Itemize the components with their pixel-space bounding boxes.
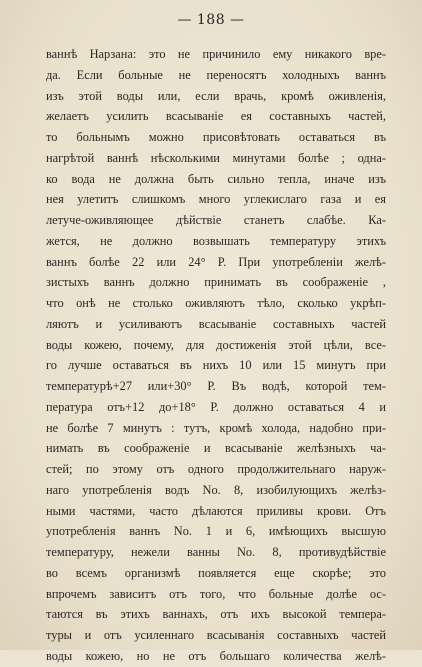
- body-text: [46, 44, 386, 667]
- text-line: жется, не должно возвышать температуру этихъ: [46, 233, 386, 248]
- text-line: то больнымъ можно присовѣтовать оставаться въ: [46, 130, 386, 144]
- text-line: летуче-оживляющее дѣйствіе станетъ слабѣе. Ка-: [46, 213, 386, 227]
- text-line: воды кожею, почему, для достиженія этой цѣли, все-: [46, 337, 386, 352]
- text-line: наго употребленія водъ No. 8, изобилующихъ желѣз-: [46, 482, 386, 497]
- text-line: изъ этой воды или, если врачь, кромѣ оживленія,: [46, 88, 386, 103]
- text-line: ваннѣ Нарзана: это не причинило ему никакого вре-: [46, 47, 386, 61]
- text-line: пература отъ+12 до+18° Р. должно оставаться 4 и: [46, 399, 386, 414]
- text-line: не болѣе 7 минутъ : тутъ, кромѣ холода, надобно при-: [46, 420, 386, 435]
- text-line: стей; по этому отъ одного продолжительнаго наруж-: [46, 462, 386, 476]
- text-line: таются въ этихъ ваннахъ, отъ ихъ высокой темпера-: [46, 607, 386, 622]
- text-line: что онѣ не столько оживляютъ тѣло, сколько укрѣп-: [46, 296, 386, 310]
- text-line: да. Если больные не переносятъ холодныхъ ваннъ: [46, 67, 386, 82]
- text-line: ными частями, часто дѣлаются приливы крови. Отъ: [46, 503, 386, 518]
- text-line: туры и отъ усиленнаго всасыванія составныхъ частей: [46, 628, 386, 642]
- text-line: желаетъ усилить всасываніе ея составныхъ частей,: [46, 109, 386, 124]
- page-number-header: — 188 —: [177, 12, 245, 28]
- text-line: употребленія ваннъ No. 1 и 6, имѣющихъ высшую: [46, 524, 386, 539]
- text-line: го лучше оставаться въ нихъ 10 или 15 минутъ при: [46, 358, 386, 373]
- text-line: нея улетитъ слишкомъ много углекислаго газа и ея: [46, 192, 386, 207]
- text-line: температурѣ+27 или+30° Р. Въ водѣ, которой тем-: [46, 379, 386, 393]
- text-line: впрочемъ зависитъ отъ того, что больные долѣе ос-: [46, 586, 386, 601]
- text-line: воды кожею, но не отъ большаго количества желѣ-: [46, 648, 386, 663]
- text-line: температуру, нежели ванны No. 8, противудѣйствіе: [46, 545, 386, 559]
- text-line: зистыхъ ваннъ должно принимать въ соображеніе ,: [46, 275, 386, 290]
- text-line: ко вода не должна быть сильно тепла, иначе изъ: [46, 171, 386, 186]
- text-line: ляютъ и усиливаютъ всасываніе составныхъ частей: [46, 316, 386, 331]
- text-line: нагрѣтой ваннѣ нѣсколькими минутами болѣе ; одна-: [46, 150, 386, 165]
- text-line: во всемъ организмѣ появляется еще скорѣе; это: [46, 565, 386, 580]
- text-line: нимать въ соображеніе и всасываніе желѣзныхъ ча-: [46, 441, 386, 456]
- text-line: ваннъ болѣе 22 или 24° Р. При употребленіи желѣ-: [46, 254, 386, 269]
